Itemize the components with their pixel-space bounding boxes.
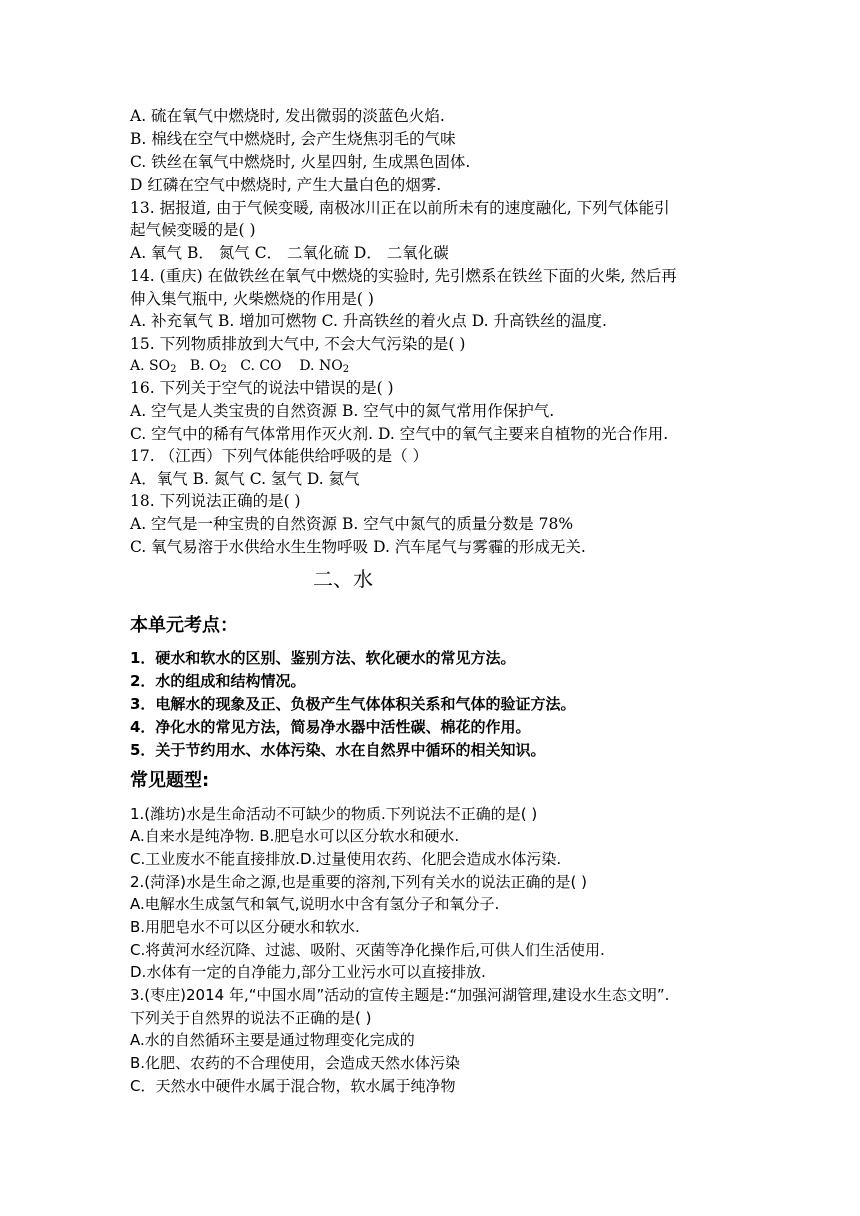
w-q2-line-5: D.水体有一定的自净能力,部分工业污水可以直接排放.: [130, 963, 486, 981]
q13-options: A. 氧气 B． 氮气 C． 二氧化硫 D． 二氧化碳: [130, 244, 449, 262]
unit-point-5: 5．关于节约用水、水体污染、水在自然界中循环的相关知识。: [130, 741, 546, 759]
q18-line-3: C. 氧气易溶于水供给水生生物呼吸 D. 汽车尾气与雾霾的形成无关.: [130, 538, 586, 556]
w-q2-line-4: C.将黄河水经沉降、过滤、吸附、灭菌等净化操作后,可供人们生活使用.: [130, 941, 605, 959]
section-title: 二、水: [313, 567, 373, 591]
w-q2-line-3: B.用肥皂水不可以区分硬水和软水.: [130, 918, 360, 936]
common-types-heading: 常见题型:: [130, 770, 210, 791]
unit-point-1: 1．硬水和软水的区别、鉴别方法、软化硬水的常见方法。: [130, 649, 516, 667]
w-q1-line-3: C.工业废水不能直接排放.D.过量使用农药、化肥会造成水体污染.: [130, 850, 562, 868]
w-q1-line-2: A.自来水是纯净物. B.肥皂水可以区分软水和硬水.: [130, 827, 460, 845]
unit-point-4: 4．净化水的常见方法，简易净水器中活性碳、棉花的作用。: [130, 718, 531, 736]
q16-line-1: 16. 下列关于空气的说法中错误的是( ): [130, 379, 394, 397]
q14-options: A. 补充氧气 B. 增加可燃物 C. 升高铁丝的着火点 D. 升高铁丝的温度.: [130, 312, 607, 330]
unit-points-heading: 本单元考点：: [130, 615, 238, 636]
q17-options: A．氧气 B. 氮气 C. 氢气 D. 氦气: [130, 470, 360, 488]
q13-line-1: 13. 据报道, 由于气候变暖, 南极冰川正在以前所未有的速度融化, 下列气体能引: [130, 199, 670, 217]
w-q3-line-4: B.化肥、农药的不合理使用，会造成天然水体污染: [130, 1054, 461, 1072]
w-q3-line-5: C．天然水中硬件水属于混合物，软水属于纯净物: [130, 1077, 456, 1095]
q15-line-1: 15. 下列物质排放到大气中, 不会大气污染的是( ): [130, 335, 466, 353]
q18-line-1: 18. 下列说法正确的是( ): [130, 492, 301, 510]
q13-line-2: 起气候变暖的是( ): [130, 221, 256, 239]
unit-point-2: 2．水的组成和结构情况。: [130, 672, 306, 690]
w-q2-line-2: A.电解水生成氢气和氧气,说明水中含有氢分子和氧分子.: [130, 895, 500, 913]
w-q3-line-3: A.水的自然循环主要是通过物理变化完成的: [130, 1031, 415, 1049]
q14-line-1: 14. (重庆) 在做铁丝在氧气中燃烧的实验时, 先引燃系在铁丝下面的火柴, 然后再: [130, 267, 677, 285]
w-q2-line-1: 2.(菏泽)水是生命之源,也是重要的溶剂,下列有关水的说法正确的是( ): [130, 873, 588, 891]
w-q3-line-1: 3.(枣庄)2014 年,“中国水周”活动的宣传主题是:“加强河湖管理,建设水生态文明”.: [130, 986, 670, 1004]
q17-line-1: 17. （江西）下列气体能供给呼吸的是（ ）: [130, 447, 429, 465]
w-q3-line-2: 下列关于自然界的说法不正确的是( ): [130, 1009, 372, 1027]
q16-line-2: A. 空气是人类宝贵的自然资源 B. 空气中的氮气常用作保护气.: [130, 402, 555, 420]
unit-point-3: 3．电解水的现象及正、负极产生气体体积关系和气体的验证方法。: [130, 695, 576, 713]
q15-options: A. $SO_2$ B. $O_2$ C. CO D. $NO_2$: [130, 358, 350, 375]
q12-option-b: B. 棉线在空气中燃烧时, 会产生烧焦羽毛的气味: [130, 130, 456, 148]
q12-option-a: A. 硫在氧气中燃烧时, 发出微弱的淡蓝色火焰.: [130, 107, 445, 125]
q14-line-2: 伸入集气瓶中, 火柴燃烧的作用是( ): [130, 290, 374, 308]
q12-option-d: D 红磷在空气中燃烧时, 产生大量白色的烟雾.: [130, 176, 442, 194]
q18-line-2: A. 空气是一种宝贵的自然资源 B. 空气中氮气的质量分数是 78%: [130, 515, 574, 533]
w-q1-line-1: 1.(潍坊)水是生命活动不可缺少的物质.下列说法不正确的是( ): [130, 805, 538, 823]
q16-line-3: C. 空气中的稀有气体常用作灭火剂. D. 空气中的氧气主要来自植物的光合作用.: [130, 425, 669, 443]
q12-option-c: C. 铁丝在氧气中燃烧时, 火星四射, 生成黑色固体.: [130, 153, 471, 171]
